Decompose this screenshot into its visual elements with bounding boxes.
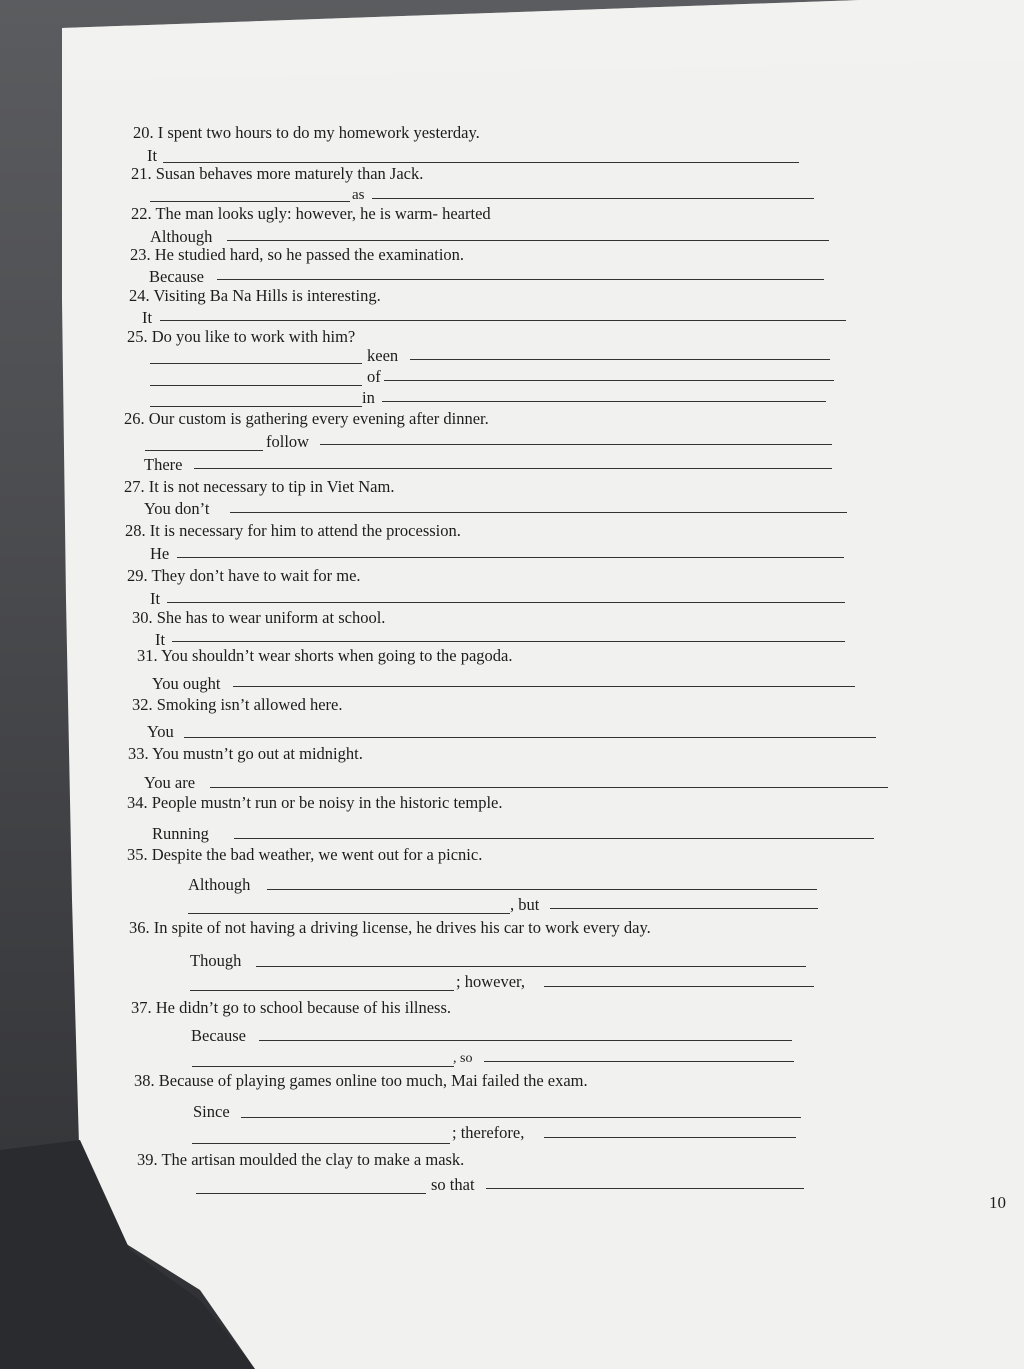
answer-24-prompt: It [142, 308, 153, 327]
answer-36a-prompt: Though [190, 951, 242, 970]
answer-33-prompt: You are [144, 773, 196, 792]
answer-31-prompt: You ought [152, 674, 221, 693]
answer-35a-blank[interactable] [267, 889, 817, 890]
question-30: 30. She has to wear uniform at school. [132, 608, 386, 627]
answer-24-blank[interactable] [160, 320, 846, 321]
answer-35b-blank-b[interactable] [550, 908, 818, 909]
answer-26b-blank[interactable] [194, 468, 832, 469]
answer-25b-blank-b[interactable] [384, 380, 834, 381]
answer-37a-blank[interactable] [259, 1040, 792, 1041]
answer-30-blank[interactable] [172, 641, 845, 642]
answer-28-blank[interactable] [177, 557, 844, 558]
answer-26b-prompt: There [144, 455, 183, 474]
answer-35a-prompt: Although [188, 875, 251, 894]
question-23: 23. He studied hard, so he passed the examination. [130, 245, 465, 264]
answer-20-blank[interactable] [163, 162, 799, 163]
question-21: 21. Susan behaves more maturely than Jack. [131, 164, 424, 183]
answer-39-blank-b[interactable] [486, 1188, 804, 1189]
answer-35b-prompt: , but [510, 895, 540, 914]
answer-25a-blank-a[interactable] [150, 363, 362, 364]
answer-39-blank-a[interactable] [196, 1193, 426, 1194]
answer-32-prompt: You [147, 722, 174, 741]
answer-35b-blank-a[interactable] [188, 913, 510, 914]
answer-20-prompt: It [147, 146, 158, 165]
answer-26a-blank-a[interactable] [145, 450, 263, 451]
answer-29-prompt: It [150, 589, 161, 608]
question-27: 27. It is not necessary to tip in Viet Nam. [124, 477, 395, 496]
question-32: 32. Smoking isn’t allowed here. [132, 695, 343, 714]
answer-34-blank[interactable] [234, 838, 874, 839]
answer-25c-blank-b[interactable] [382, 401, 826, 402]
answer-38a-prompt: Since [193, 1102, 230, 1121]
answer-36b-blank-b[interactable] [544, 986, 814, 987]
question-36: 36. In spite of not having a driving license, he drives his car to work every day. [129, 918, 651, 937]
answer-29-blank[interactable] [167, 602, 845, 603]
question-24: 24. Visiting Ba Na Hills is interesting. [129, 286, 381, 305]
question-28: 28. It is necessary for him to attend the procession. [125, 521, 461, 540]
answer-23-prompt: Because [149, 267, 204, 286]
answer-27-blank[interactable] [230, 512, 847, 513]
page-number: 10 [989, 1193, 1006, 1212]
answer-23-blank[interactable] [217, 279, 824, 280]
answer-38b-blank-a[interactable] [192, 1143, 450, 1144]
answer-25c-prompt: in [362, 388, 375, 407]
answer-37b-blank-a[interactable] [192, 1066, 454, 1067]
answer-37b-prompt: , so [453, 1051, 473, 1066]
answer-36b-prompt: ; however, [456, 972, 525, 991]
answer-36a-blank[interactable] [256, 966, 806, 967]
answer-33-blank[interactable] [210, 787, 888, 788]
answer-21-blank-b[interactable] [372, 198, 814, 199]
answer-38a-blank[interactable] [241, 1117, 801, 1118]
answer-32-blank[interactable] [184, 737, 876, 738]
answer-34-prompt: Running [152, 824, 209, 843]
question-26: 26. Our custom is gathering every evening after dinner. [124, 409, 489, 428]
answer-31-blank[interactable] [233, 686, 855, 687]
answer-21-blank-a[interactable] [150, 201, 350, 202]
question-29: 29. They don’t have to wait for me. [127, 566, 361, 585]
answer-25a-prompt: keen [367, 346, 399, 365]
question-25: 25. Do you like to work with him? [127, 327, 356, 346]
question-39: 39. The artisan moulded the clay to make a mask. [137, 1150, 465, 1169]
answer-26a-blank-b[interactable] [320, 444, 832, 445]
question-31: 31. You shouldn’t wear shorts when going to the pagoda. [137, 646, 513, 665]
answer-25b-prompt: of [367, 367, 381, 386]
answer-22-blank[interactable] [227, 240, 829, 241]
answer-21-prompt: as [352, 187, 365, 203]
answer-37a-prompt: Because [191, 1026, 246, 1045]
question-37: 37. He didn’t go to school because of his illness. [131, 998, 452, 1017]
answer-25b-blank-a[interactable] [150, 385, 362, 386]
question-38: 38. Because of playing games online too much, Mai failed the exam. [134, 1071, 588, 1090]
answer-27-prompt: You don’t [144, 499, 210, 518]
answer-30-prompt: It [155, 630, 166, 649]
answer-28-prompt: He [150, 544, 170, 563]
answer-39-prompt: so that [431, 1175, 475, 1194]
answer-38b-prompt: ; therefore, [452, 1123, 525, 1142]
answer-36b-blank-a[interactable] [190, 990, 454, 991]
answer-37b-blank-b[interactable] [484, 1061, 794, 1062]
question-34: 34. People mustn’t run or be noisy in the historic temple. [127, 793, 503, 812]
answer-25a-blank-b[interactable] [410, 359, 830, 360]
answer-22-prompt: Although [150, 227, 213, 246]
question-22: 22. The man looks ugly: however, he is warm- hearted [131, 204, 491, 223]
question-33: 33. You mustn’t go out at midnight. [128, 744, 363, 763]
answer-25c-blank-a[interactable] [150, 406, 362, 407]
answer-26a-prompt: follow [266, 432, 310, 451]
question-35: 35. Despite the bad weather, we went out for a picnic. [127, 845, 483, 864]
answer-38b-blank-b[interactable] [544, 1137, 796, 1138]
question-20: 20. I spent two hours to do my homework yesterday. [133, 123, 480, 142]
